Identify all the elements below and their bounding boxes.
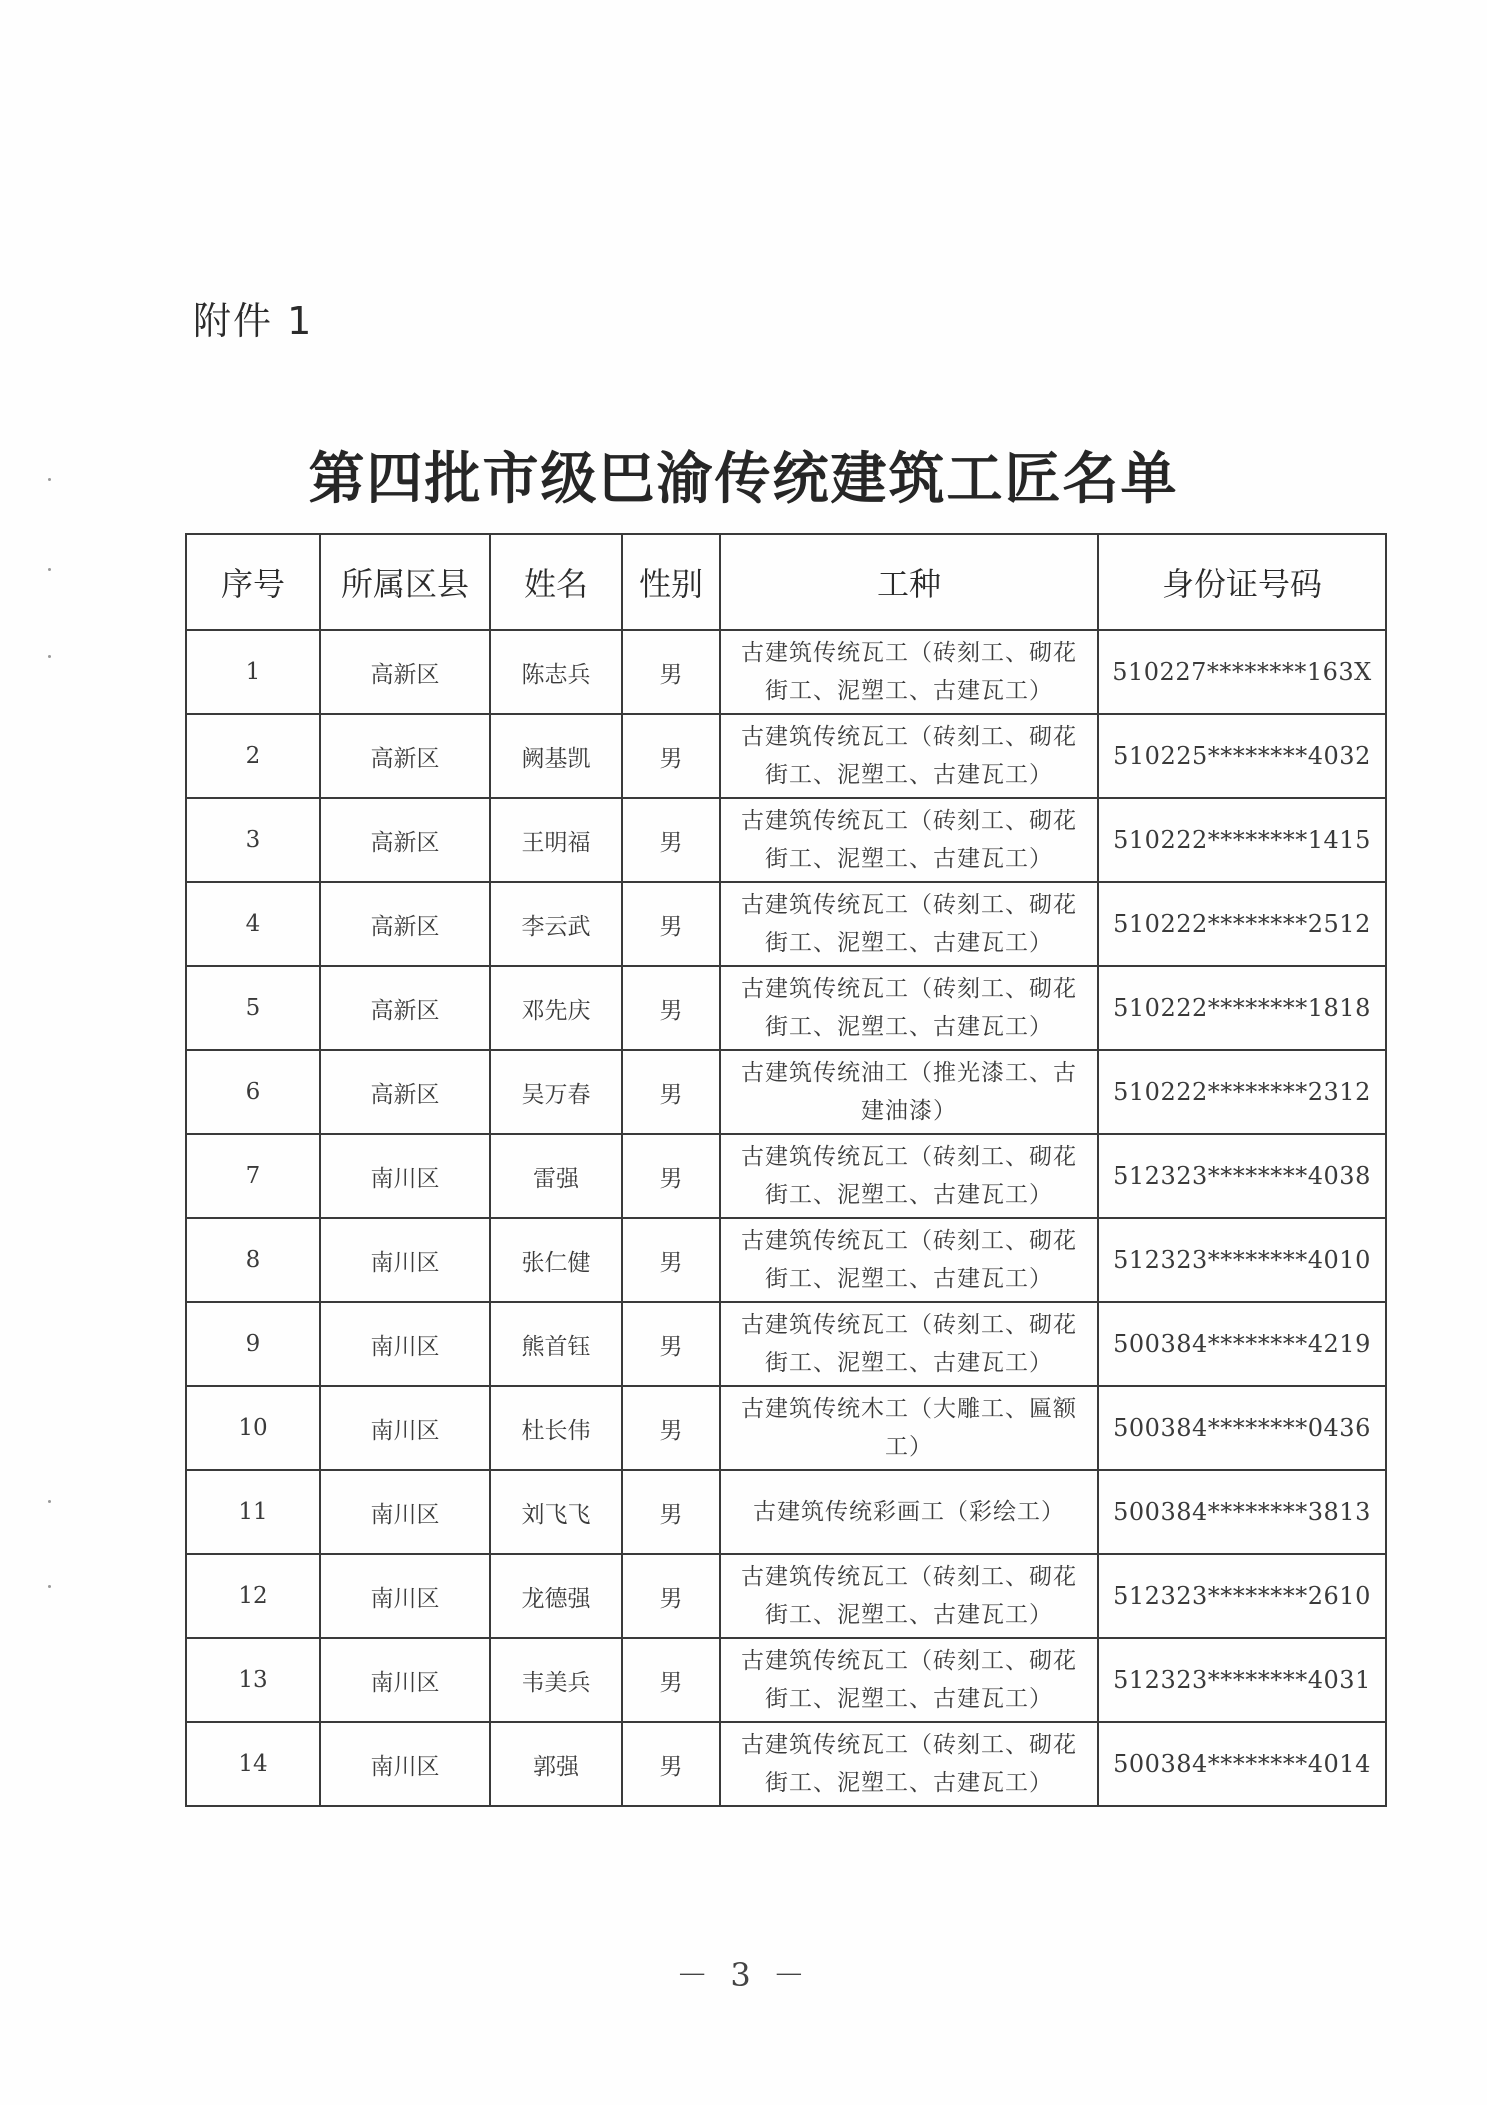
- cell-trade: 古建筑传统瓦工（砖刻工、砌花街工、泥塑工、古建瓦工）: [720, 798, 1098, 882]
- cell-district: 高新区: [320, 882, 490, 966]
- cell-name: 陈志兵: [490, 630, 622, 714]
- table-row: [186, 798, 1386, 882]
- cell-district: 南川区: [320, 1218, 490, 1302]
- cell-name: 熊首钰: [490, 1302, 622, 1386]
- table-row: [186, 1386, 1386, 1470]
- cell-trade: 古建筑传统彩画工（彩绘工）: [720, 1470, 1098, 1554]
- cell-seq: 10: [186, 1386, 320, 1470]
- cell-district: 高新区: [320, 630, 490, 714]
- table-row: [186, 714, 1386, 798]
- cell-id-number: 512323********4038: [1098, 1134, 1386, 1218]
- cell-trade: 古建筑传统油工（推光漆工、古建油漆）: [720, 1050, 1098, 1134]
- craftsmen-table: [185, 533, 1387, 1807]
- cell-gender: 男: [622, 798, 720, 882]
- scan-speck: [48, 568, 51, 571]
- cell-id-number: 500384********4219: [1098, 1302, 1386, 1386]
- table-row: [186, 1218, 1386, 1302]
- scan-speck: [48, 1585, 51, 1588]
- cell-name: 刘飞飞: [490, 1470, 622, 1554]
- cell-gender: 男: [622, 1638, 720, 1722]
- cell-district: 南川区: [320, 1638, 490, 1722]
- cell-seq: 1: [186, 630, 320, 714]
- cell-seq: 12: [186, 1554, 320, 1638]
- cell-name: 韦美兵: [490, 1638, 622, 1722]
- header-gender: 性别: [622, 534, 720, 630]
- cell-gender: 男: [622, 882, 720, 966]
- document-title: 第四批市级巴渝传统建筑工匠名单: [308, 446, 1179, 512]
- cell-gender: 男: [622, 1218, 720, 1302]
- cell-name: 龙德强: [490, 1554, 622, 1638]
- cell-name: 吴万春: [490, 1050, 622, 1134]
- page-number: － 3 －: [676, 1956, 811, 1994]
- header-district: 所属区县: [320, 534, 490, 630]
- cell-district: 南川区: [320, 1302, 490, 1386]
- cell-gender: 男: [622, 1302, 720, 1386]
- cell-seq: 7: [186, 1134, 320, 1218]
- cell-district: 高新区: [320, 714, 490, 798]
- cell-district: 南川区: [320, 1722, 490, 1806]
- cell-district: 南川区: [320, 1134, 490, 1218]
- cell-gender: 男: [622, 1554, 720, 1638]
- cell-seq: 5: [186, 966, 320, 1050]
- cell-seq: 2: [186, 714, 320, 798]
- cell-id-number: 500384********4014: [1098, 1722, 1386, 1806]
- header-trade: 工种: [720, 534, 1098, 630]
- cell-name: 雷强: [490, 1134, 622, 1218]
- cell-seq: 6: [186, 1050, 320, 1134]
- table-row: [186, 1050, 1386, 1134]
- cell-trade: 古建筑传统木工（大雕工、匾额工）: [720, 1386, 1098, 1470]
- cell-id-number: 510222********1818: [1098, 966, 1386, 1050]
- cell-trade: 古建筑传统瓦工（砖刻工、砌花街工、泥塑工、古建瓦工）: [720, 882, 1098, 966]
- header-seq: 序号: [186, 534, 320, 630]
- cell-gender: 男: [622, 1134, 720, 1218]
- cell-trade: 古建筑传统瓦工（砖刻工、砌花街工、泥塑工、古建瓦工）: [720, 1554, 1098, 1638]
- cell-district: 南川区: [320, 1554, 490, 1638]
- cell-gender: 男: [622, 1386, 720, 1470]
- header-id-number: 身份证号码: [1098, 534, 1386, 630]
- cell-seq: 9: [186, 1302, 320, 1386]
- cell-trade: 古建筑传统瓦工（砖刻工、砌花街工、泥塑工、古建瓦工）: [720, 630, 1098, 714]
- cell-trade: 古建筑传统瓦工（砖刻工、砌花街工、泥塑工、古建瓦工）: [720, 966, 1098, 1050]
- cell-id-number: 510222********1415: [1098, 798, 1386, 882]
- cell-seq: 3: [186, 798, 320, 882]
- header-name: 姓名: [490, 534, 622, 630]
- cell-district: 高新区: [320, 1050, 490, 1134]
- cell-seq: 8: [186, 1218, 320, 1302]
- cell-trade: 古建筑传统瓦工（砖刻工、砌花街工、泥塑工、古建瓦工）: [720, 1722, 1098, 1806]
- cell-seq: 4: [186, 882, 320, 966]
- cell-name: 阙基凯: [490, 714, 622, 798]
- cell-name: 邓先庆: [490, 966, 622, 1050]
- attachment-label: 附件 1: [193, 299, 314, 343]
- cell-id-number: 500384********0436: [1098, 1386, 1386, 1470]
- cell-gender: 男: [622, 1050, 720, 1134]
- table-row: [186, 1722, 1386, 1806]
- cell-gender: 男: [622, 630, 720, 714]
- table-row: [186, 1554, 1386, 1638]
- cell-name: 杜长伟: [490, 1386, 622, 1470]
- cell-seq: 13: [186, 1638, 320, 1722]
- cell-gender: 男: [622, 1722, 720, 1806]
- cell-id-number: 512323********2610: [1098, 1554, 1386, 1638]
- cell-name: 张仁健: [490, 1218, 622, 1302]
- table-row: [186, 1470, 1386, 1554]
- cell-name: 王明福: [490, 798, 622, 882]
- cell-id-number: 500384********3813: [1098, 1470, 1386, 1554]
- cell-trade: 古建筑传统瓦工（砖刻工、砌花街工、泥塑工、古建瓦工）: [720, 1134, 1098, 1218]
- cell-id-number: 512323********4010: [1098, 1218, 1386, 1302]
- table-header-row: [186, 534, 1386, 630]
- cell-gender: 男: [622, 714, 720, 798]
- cell-id-number: 510227********163X: [1098, 630, 1386, 714]
- cell-gender: 男: [622, 1470, 720, 1554]
- cell-district: 南川区: [320, 1386, 490, 1470]
- cell-district: 高新区: [320, 966, 490, 1050]
- cell-trade: 古建筑传统瓦工（砖刻工、砌花街工、泥塑工、古建瓦工）: [720, 1638, 1098, 1722]
- cell-seq: 14: [186, 1722, 320, 1806]
- table-row: [186, 1302, 1386, 1386]
- cell-id-number: 512323********4031: [1098, 1638, 1386, 1722]
- cell-trade: 古建筑传统瓦工（砖刻工、砌花街工、泥塑工、古建瓦工）: [720, 1302, 1098, 1386]
- cell-district: 高新区: [320, 798, 490, 882]
- scan-speck: [48, 1500, 51, 1503]
- cell-trade: 古建筑传统瓦工（砖刻工、砌花街工、泥塑工、古建瓦工）: [720, 1218, 1098, 1302]
- cell-gender: 男: [622, 966, 720, 1050]
- table-row: [186, 630, 1386, 714]
- cell-name: 郭强: [490, 1722, 622, 1806]
- cell-id-number: 510225********4032: [1098, 714, 1386, 798]
- cell-name: 李云武: [490, 882, 622, 966]
- cell-trade: 古建筑传统瓦工（砖刻工、砌花街工、泥塑工、古建瓦工）: [720, 714, 1098, 798]
- cell-seq: 11: [186, 1470, 320, 1554]
- scan-speck: [48, 655, 51, 658]
- table-row: [186, 966, 1386, 1050]
- cell-district: 南川区: [320, 1470, 490, 1554]
- cell-id-number: 510222********2512: [1098, 882, 1386, 966]
- table-row: [186, 1134, 1386, 1218]
- table-row: [186, 882, 1386, 966]
- cell-id-number: 510222********2312: [1098, 1050, 1386, 1134]
- table-row: [186, 1638, 1386, 1722]
